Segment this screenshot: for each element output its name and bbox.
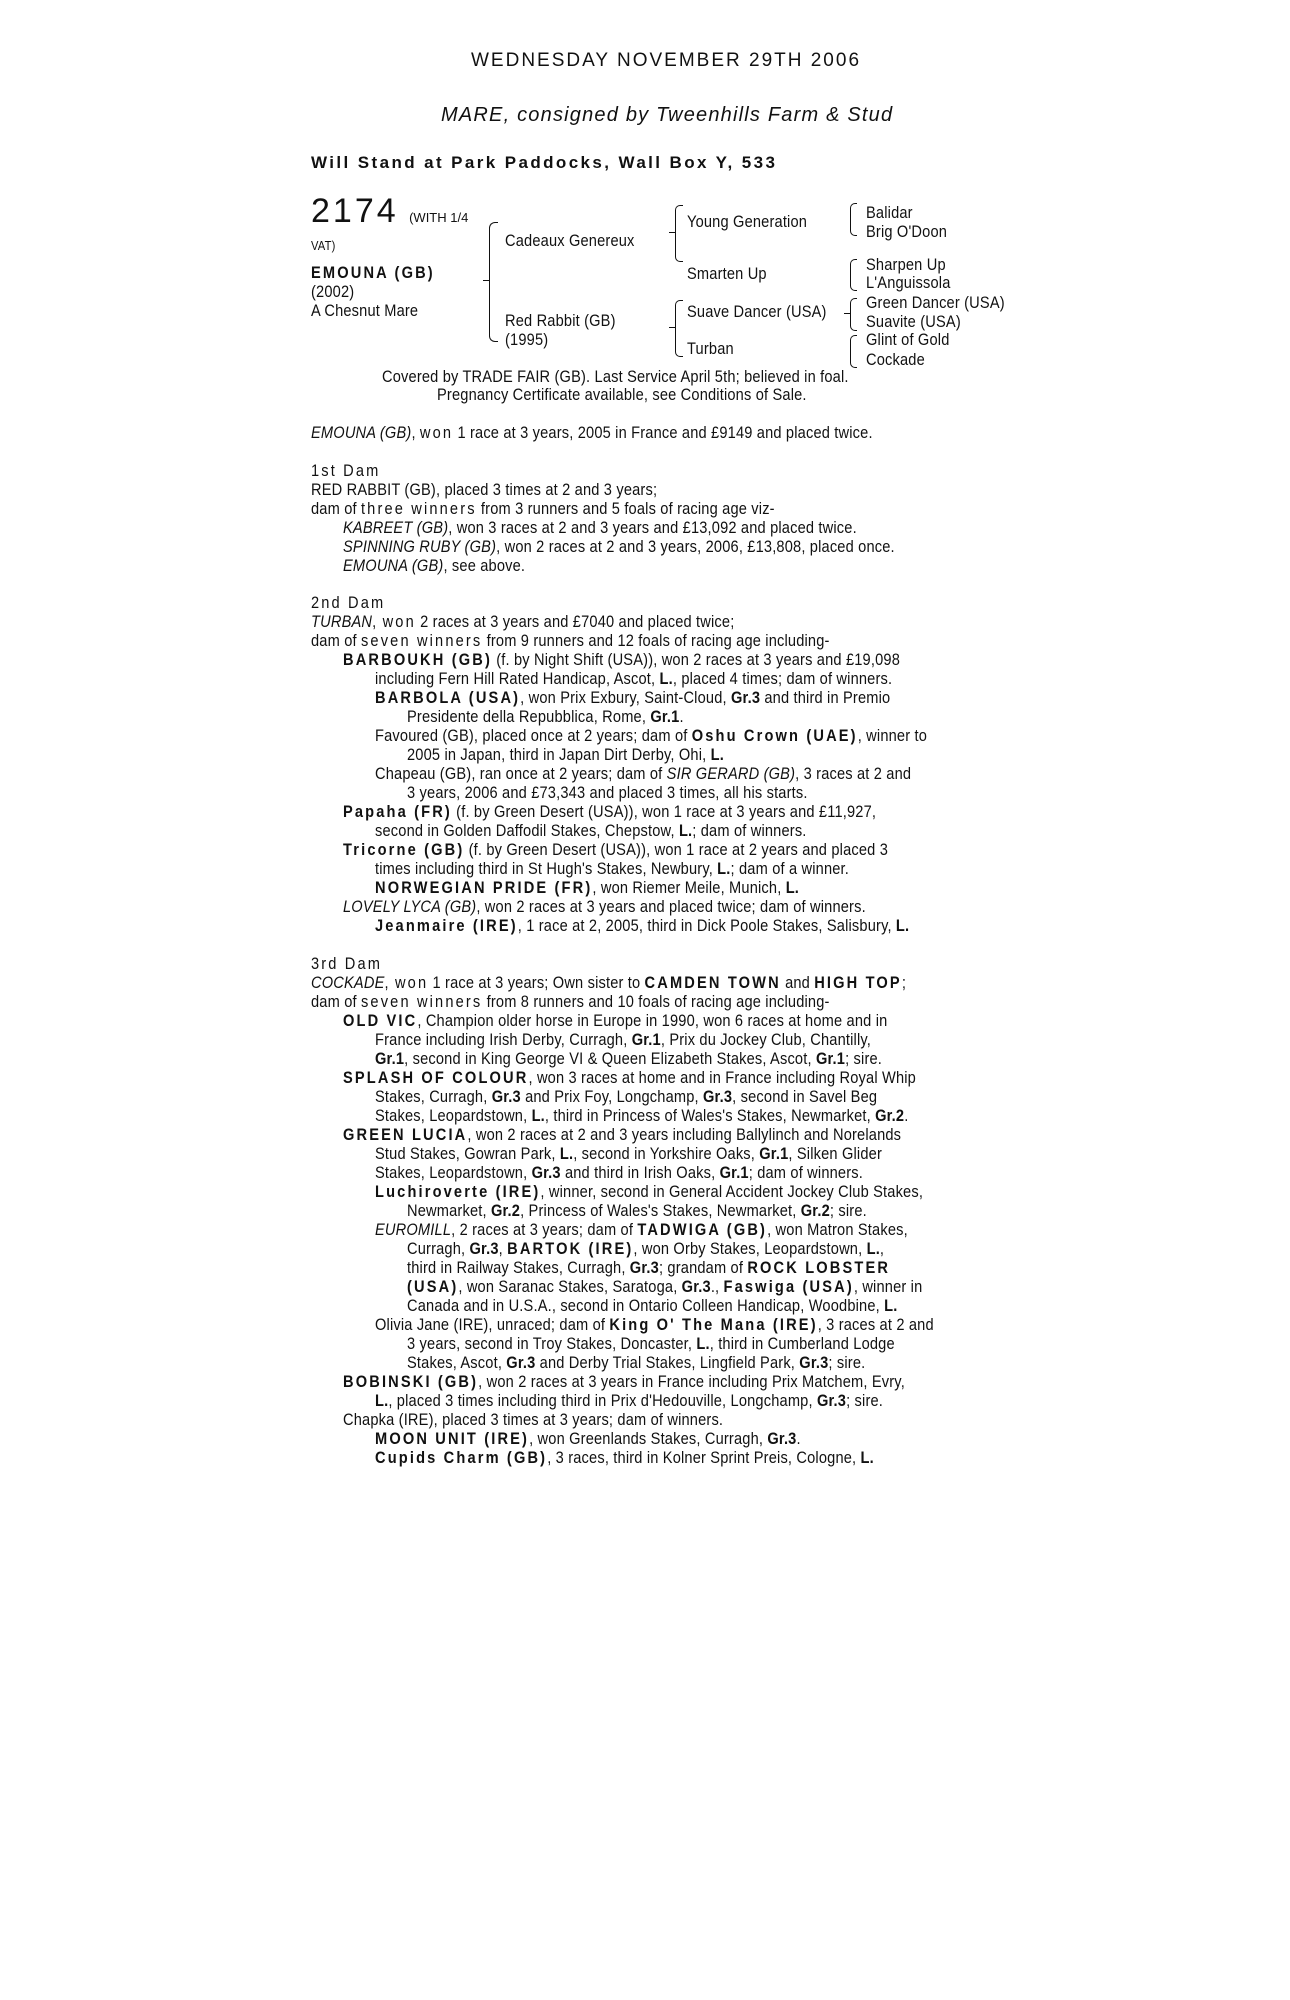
text: 2005 in Japan, third in Japan Dirt Derby, Ohi, (407, 745, 711, 764)
text: and Derby Trial Stakes, Lingfield Park, (535, 1353, 800, 1372)
olivia-jane-line3 (407, 1353, 865, 1372)
text: from 3 runners and 5 foals of racing age viz- (476, 499, 775, 518)
text: . (796, 1429, 801, 1448)
horse-name: ROCK LOBSTER (747, 1258, 891, 1277)
jeanmaire-line (375, 916, 909, 935)
chapka-line: Chapka (IRE), placed 3 times at 3 years; dam of winners. (343, 1410, 724, 1429)
papaha-line1 (343, 802, 876, 821)
horse-name: HIGH TOP (814, 973, 902, 992)
text: dam of (311, 631, 361, 650)
dam3-line2 (311, 992, 830, 1011)
race-grade: Gr.3 (469, 1239, 499, 1258)
text: , Princess of Wales's Stakes, Newmarket, (520, 1201, 801, 1220)
stand-location: Will Stand at Park Paddocks, Wall Box Y, 533 (311, 153, 778, 172)
text: , won Matron Stakes, (767, 1220, 908, 1239)
horse-name: Oshu Crown (UAE) (691, 726, 858, 745)
text: , third in Princess of Wales's Stakes, Newmarket, (544, 1106, 876, 1125)
horse-name: Tricorne (GB) (343, 840, 465, 859)
text: (f. by Green Desert (USA)), won 1 race at 3 years and £11,927, (451, 802, 877, 821)
text: Stakes, Leopardstown, (375, 1163, 532, 1182)
race-grade: L. (884, 1296, 898, 1315)
text: Newmarket, (407, 1201, 491, 1220)
text: Olivia Jane (IRE), unraced; dam of (375, 1315, 610, 1334)
text: , won Riemer Meile, Munich, (592, 878, 786, 897)
text: . (904, 1106, 909, 1125)
pedigree-brace-2b-point (669, 327, 675, 328)
euromill-line5 (407, 1296, 897, 1315)
tricorne-line2 (375, 859, 849, 878)
dam3-line1 (311, 973, 906, 992)
race-grade: L. (717, 859, 731, 878)
text: , Champion older horse in Europe in 1990, won 6 races at home and in (417, 1011, 888, 1030)
horse-name: Cupids Charm (GB) (375, 1448, 548, 1467)
text: ; dam of a winner. (730, 859, 850, 878)
text: ; sire. (846, 1391, 884, 1410)
horse-name: GREEN LUCIA (343, 1125, 468, 1144)
pedigree-dd: Turban (687, 339, 734, 358)
race-grade: Gr.3 (703, 1087, 733, 1106)
winners-count: three winners (360, 499, 477, 518)
text: , won Orby Stakes, Leopardstown, (633, 1239, 867, 1258)
text: 2 races at 3 years and £7040 and placed twice; (415, 612, 735, 631)
dam2-heading: 2nd Dam (311, 593, 386, 612)
pedigree-brace-2b (675, 300, 683, 357)
text: , won 2 races at 3 years in France including Prix Matchem, Evry, (478, 1372, 905, 1391)
sale-date: WEDNESDAY NOVEMBER 29TH 2006 (471, 50, 862, 71)
text: , 2 races at 3 years; dam of (451, 1220, 638, 1239)
pedigree-sd: Smarten Up (687, 264, 767, 283)
summary-line: EMOUNA (GB), won 1 race at 3 years, 2005 in France and £9149 and placed twice. (311, 423, 873, 442)
horse-name: King O' The Mana (IRE) (609, 1315, 818, 1334)
pedigree-brace-3d (850, 335, 857, 368)
euromill-line4 (407, 1277, 922, 1296)
lovely-lyca-line (343, 897, 866, 916)
pedigree-ssd: Brig O'Doon (866, 222, 948, 241)
text: Curragh, (407, 1239, 470, 1258)
dam2-line1 (311, 612, 734, 631)
text: , 3 races at 2 and (817, 1315, 934, 1334)
old-vic-line2 (375, 1030, 871, 1049)
horse-name: EMOUNA (GB) (311, 263, 435, 282)
winners-count: seven winners (360, 631, 483, 650)
text: , won 2 races at 3 years and placed twice; dam of winners. (476, 897, 866, 916)
race-grade: L. (375, 1391, 389, 1410)
splash-line1 (343, 1068, 916, 1087)
race-grade: Gr.2 (875, 1106, 905, 1125)
euromill-line3 (407, 1258, 890, 1277)
favoured-line1 (375, 726, 927, 745)
pedigree-sds: Sharpen Up (866, 255, 946, 274)
race-grade: Gr.2 (490, 1201, 521, 1220)
text: , winner, second in General Accident Jockey Club Stakes, (540, 1182, 924, 1201)
pedigree-ss: Young Generation (687, 212, 808, 231)
luchiroverte-line2 (407, 1201, 867, 1220)
race-grade: L. (559, 1144, 574, 1163)
text: and (780, 973, 815, 992)
horse-name: OLD VIC (343, 1011, 418, 1030)
pedigree-brace-3c (850, 298, 857, 331)
pedigree-brace-3c-point (844, 313, 850, 314)
text: , won Saranac Stakes, Saratoga, (458, 1277, 682, 1296)
norwegian-pride-line (375, 878, 799, 897)
summary-won: won (419, 423, 454, 442)
winners-count: seven winners (360, 992, 483, 1011)
text: (f. by Green Desert (USA)), won 1 race at 2 years and placed 3 (464, 840, 888, 859)
text: , (498, 1239, 508, 1258)
barbola-line2 (407, 707, 684, 726)
text: and third in Premio (760, 688, 891, 707)
text: (f. by Night Shift (USA)), won 2 races at 3 years and £19,098 (491, 650, 901, 669)
old-vic-line1 (343, 1011, 887, 1030)
race-grade: L. (866, 1239, 880, 1258)
pedigree-ds: Suave Dancer (USA) (687, 302, 827, 321)
green-lucia-line1 (343, 1125, 901, 1144)
pedigree-brace-2a (675, 205, 683, 262)
dam1-offspring-2 (343, 537, 895, 556)
horse-name: TURBAN (311, 612, 373, 631)
horse-name: NORWEGIAN PRIDE (FR) (375, 878, 593, 897)
pedigree-dsd: Suavite (USA) (866, 312, 961, 331)
race-grade: L. (659, 669, 673, 688)
horse-name: COCKADE (311, 973, 385, 992)
text: , 3 races, third in Kolner Sprint Preis, Cologne, (547, 1448, 861, 1467)
text: 3 years, second in Troy Stakes, Doncaster, (407, 1334, 697, 1353)
text: won (388, 973, 429, 992)
race-grade: Gr.3 (531, 1163, 561, 1182)
text: Stakes, Curragh, (375, 1087, 492, 1106)
bobinski-line2 (375, 1391, 883, 1410)
text: times including third in St Hugh's Stakes, Newbury, (375, 859, 718, 878)
text: , (879, 1239, 885, 1258)
pedigree-sss: Balidar (866, 203, 913, 222)
euromill-line1 (375, 1220, 908, 1239)
race-grade: L. (895, 916, 910, 935)
horse-name: BARTOK (IRE) (507, 1239, 634, 1258)
lot-number-row (311, 192, 468, 231)
text: , 1 race at 2, 2005, third in Dick Poole Stakes, Salisbury, (517, 916, 896, 935)
chapeau-line1 (375, 764, 911, 783)
race-grade: Gr.3 (491, 1087, 521, 1106)
barboukh-line2 (375, 669, 892, 688)
pedigree-dss: Green Dancer (USA) (866, 293, 1005, 312)
text: , won Prix Exbury, Saint-Cloud, (520, 688, 731, 707)
race-grade: Gr.3 (730, 688, 761, 707)
text: , see above. (443, 556, 526, 575)
text: , (384, 973, 389, 992)
barboukh-line1 (343, 650, 900, 669)
summary-horse-name: EMOUNA (GB) (311, 423, 412, 442)
race-grade: Gr.1 (719, 1163, 749, 1182)
barbola-line1 (375, 688, 890, 707)
race-grade: L. (710, 745, 724, 764)
text: Stakes, Leopardstown, (375, 1106, 532, 1125)
text: , third in Cumberland Lodge (709, 1334, 895, 1353)
olivia-jane-line1 (375, 1315, 934, 1334)
vat-note-cont: VAT) (311, 238, 336, 253)
horse-name: SPLASH OF COLOUR (343, 1068, 529, 1087)
papaha-line2 (375, 821, 807, 840)
race-grade: Gr.3 (681, 1277, 711, 1296)
text: Stud Stakes, Gowran Park, (375, 1144, 560, 1163)
pedigree-brace-3b (850, 259, 857, 291)
splash-line3 (375, 1106, 908, 1125)
text: ; dam of winners. (748, 1163, 863, 1182)
text: , winner to (857, 726, 928, 745)
horse-name: Papaha (FR) (343, 802, 452, 821)
horse-name: KABREET (GB) (343, 518, 449, 537)
luchiroverte-line1 (375, 1182, 923, 1201)
horse-name: LOVELY LYCA (GB) (343, 897, 477, 916)
text: won (376, 612, 416, 631)
text: third in Railway Stakes, Curragh, (407, 1258, 630, 1277)
text: ; (901, 973, 907, 992)
pregnancy-line: Pregnancy Certificate available, see Conditions of Sale. (437, 385, 807, 404)
pedigree-brace-1 (489, 222, 498, 342)
horse-name: TADWIGA (GB) (637, 1220, 768, 1239)
text: Stakes, Ascot, (407, 1353, 507, 1372)
text: , won 3 races at home and in France including Royal Whip (528, 1068, 916, 1087)
pedigree-sire: Cadeaux Genereux (505, 231, 635, 250)
text: from 9 runners and 12 foals of racing age including- (482, 631, 830, 650)
euromill-line2 (407, 1239, 884, 1258)
chapeau-line2: 3 years, 2006 and £73,343 and placed 3 times, all his starts. (407, 783, 808, 802)
text: second in Golden Daffodil Stakes, Chepstow, (375, 821, 679, 840)
summary-rest: 1 race at 3 years, 2005 in France and £9149 and placed twice. (457, 423, 873, 442)
horse-description: A Chesnut Mare (311, 301, 419, 320)
horse-name: BOBINSKI (GB) (343, 1372, 479, 1391)
race-grade: Gr.1 (815, 1049, 846, 1068)
race-grade: Gr.2 (800, 1201, 830, 1220)
text: from 8 runners and 10 foals of racing age including- (482, 992, 830, 1011)
dam2-line2 (311, 631, 830, 650)
text: ; sire. (845, 1049, 883, 1068)
pedigree-dam-year: (1995) (505, 330, 549, 349)
text: France including Irish Derby, Curragh, (375, 1030, 632, 1049)
text: and Prix Foy, Longchamp, (520, 1087, 704, 1106)
dam1-offspring-3 (343, 556, 525, 575)
text: , second in Savel Beg (732, 1087, 878, 1106)
horse-name: Faswiga (USA) (723, 1277, 854, 1296)
text: ; sire. (828, 1353, 866, 1372)
text: ., (710, 1277, 724, 1296)
horse-year: (2002) (311, 282, 355, 301)
horse-name: SIR GERARD (GB) (666, 764, 796, 783)
pedigree-ddd: Cockade (866, 350, 925, 369)
text: , won Greenlands Stakes, Curragh, (529, 1429, 768, 1448)
horse-name: MOON UNIT (IRE) (375, 1429, 530, 1448)
dam3-heading: 3rd Dam (311, 954, 383, 973)
text: and third in Irish Oaks, (560, 1163, 720, 1182)
race-grade: Gr.3 (629, 1258, 659, 1277)
horse-name: BARBOLA (USA) (375, 688, 521, 707)
text: including Fern Hill Rated Handicap, Ascot, (375, 669, 660, 688)
text: dam of (311, 499, 361, 518)
text: , winner in (853, 1277, 923, 1296)
old-vic-line3 (375, 1049, 882, 1068)
horse-name: Jeanmaire (IRE) (375, 916, 518, 935)
pedigree-brace-3a (850, 203, 857, 236)
tricorne-line1 (343, 840, 888, 859)
race-grade: L. (678, 821, 693, 840)
race-grade: Gr.3 (767, 1429, 797, 1448)
olivia-jane-line2 (407, 1334, 895, 1353)
green-lucia-line3 (375, 1163, 863, 1182)
dam1-heading: 1st Dam (311, 461, 381, 480)
race-grade: Gr.1 (375, 1049, 405, 1068)
horse-name: CAMDEN TOWN (644, 973, 781, 992)
pedigree-sdd: L'Anguissola (866, 273, 951, 292)
text: , second in King George VI & Queen Elizabeth Stakes, Ascot, (404, 1049, 816, 1068)
text: , placed 4 times; dam of winners. (672, 669, 893, 688)
pedigree-dam: Red Rabbit (GB) (505, 311, 616, 330)
text: , placed 3 times including third in Prix d'Hedouville, Longchamp, (388, 1391, 817, 1410)
dam1-line1: RED RABBIT (GB), placed 3 times at 2 and 3 years; (311, 480, 658, 499)
race-grade: L. (860, 1448, 874, 1467)
text: ; sire. (829, 1201, 867, 1220)
race-grade: Gr.1 (650, 707, 680, 726)
race-grade: L. (785, 878, 800, 897)
text: , (372, 612, 377, 631)
text: , Prix du Jockey Club, Chantilly, (660, 1030, 872, 1049)
race-grade: Gr.3 (506, 1353, 536, 1372)
pedigree-brace-2a-point (669, 232, 675, 233)
green-lucia-line2 (375, 1144, 882, 1163)
horse-name: BARBOUKH (GB) (343, 650, 492, 669)
race-grade: Gr.1 (631, 1030, 661, 1049)
horse-name: EUROMILL (375, 1220, 452, 1239)
text: , won 2 races at 2 and 3 years including Ballylinch and Norelands (467, 1125, 902, 1144)
consignment-line: MARE, consigned by Tweenhills Farm & Stud (441, 104, 894, 126)
race-grade: L. (531, 1106, 545, 1125)
text: Favoured (GB), placed once at 2 years; dam of (375, 726, 692, 745)
cupids-charm-line (375, 1448, 874, 1467)
text: ; grandam of (658, 1258, 748, 1277)
text: , won 2 races at 2 and 3 years, 2006, £13,808, placed once. (496, 537, 895, 556)
covered-line: Covered by TRADE FAIR (GB). Last Service April 5th; believed in foal. (382, 367, 849, 386)
text: ; dam of winners. (692, 821, 807, 840)
splash-line2 (375, 1087, 877, 1106)
vat-note: (WITH 1/4 (409, 210, 469, 225)
dam1-offspring-1 (343, 518, 857, 537)
race-grade: Gr.3 (816, 1391, 847, 1410)
lot-number: 2174 (311, 192, 399, 230)
text: Canada and in U.S.A., second in Ontario Colleen Handicap, Woodbine, (407, 1296, 885, 1315)
horse-name: Luchiroverte (IRE) (375, 1182, 541, 1201)
text: dam of (311, 992, 361, 1011)
dam1-line2 (311, 499, 775, 518)
moon-unit-line (375, 1429, 801, 1448)
text: 1 race at 3 years; Own sister to (428, 973, 645, 992)
text: , Silken Glider (788, 1144, 882, 1163)
horse-name: (USA) (407, 1277, 459, 1296)
text: , 3 races at 2 and (795, 764, 912, 783)
race-grade: L. (696, 1334, 710, 1353)
text: Chapeau (GB), ran once at 2 years; dam of (375, 764, 667, 783)
pedigree-brace-1-point (483, 280, 489, 281)
text: , second in Yorkshire Oaks, (573, 1144, 760, 1163)
horse-name: SPINNING RUBY (GB) (343, 537, 497, 556)
bobinski-line1 (343, 1372, 905, 1391)
favoured-line2 (407, 745, 724, 764)
race-grade: Gr.3 (799, 1353, 829, 1372)
text: . (679, 707, 684, 726)
race-grade: Gr.1 (759, 1144, 789, 1163)
text: Presidente della Repubblica, Rome, (407, 707, 651, 726)
text: , won 3 races at 2 and 3 years and £13,092 and placed twice. (448, 518, 857, 537)
pedigree-dds: Glint of Gold (866, 330, 950, 349)
horse-name: EMOUNA (GB) (343, 556, 444, 575)
